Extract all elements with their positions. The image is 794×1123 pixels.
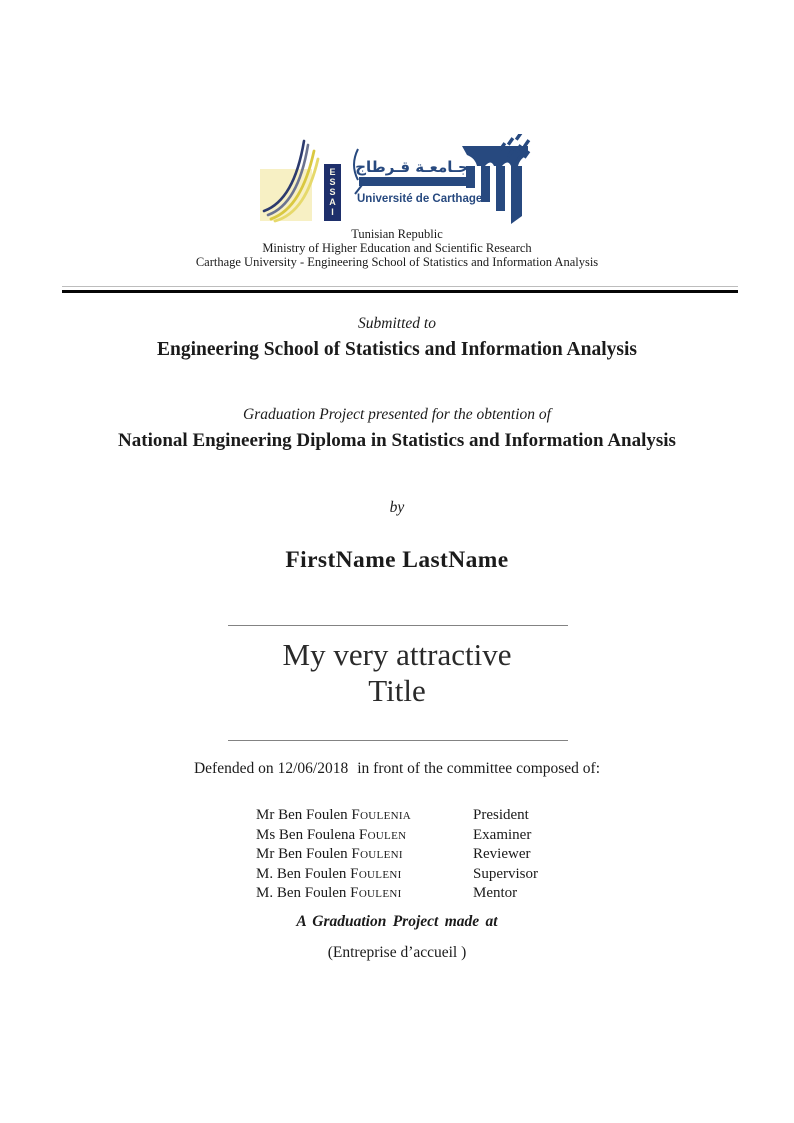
committee-member-role: Reviewer [473,846,531,863]
logo-row [0,133,794,227]
divider-thick-line [62,290,738,293]
essai-school-logo-icon [260,137,345,223]
header-divider-rule [62,286,738,293]
committee-member-role: Examiner [473,826,532,843]
committee-row [256,806,538,826]
committee-row [256,884,538,904]
essai-letter: I [331,207,334,217]
institution-block [0,227,794,269]
member-given-name: M. Ben Foulen [256,885,347,902]
diploma-name: National Engineering Diploma in Statistics and Information Analysis [118,430,676,451]
essai-letter: E [329,167,336,177]
member-surname: Foulenia [351,807,412,823]
committee-row [256,826,538,846]
carthage-name-french: Université de Carthage [357,193,483,205]
committee-table [256,806,538,904]
committee-member-name [256,884,473,904]
submitted-to-label: Submitted to [358,315,436,332]
committee-member-role: Supervisor [473,865,538,882]
republic-line: Tunisian Republic [351,227,443,241]
defense-line [0,760,794,778]
carthage-university-logo-icon [349,134,534,227]
member-surname: Foulen [358,826,407,843]
committee-member-name [256,845,473,865]
author-name: FirstName LastName [285,547,509,573]
member-given-name: Mr Ben Foulen [256,846,348,863]
member-surname: Fouleni [351,846,403,863]
member-surname: Fouleni [350,885,402,902]
university-school-line: Carthage University - Engineering School of Statistics and Information Analysis [195,255,599,269]
defense-date: 12/06/2018 [277,760,349,777]
ministry-line: Ministry of Higher Education and Scientific Research [262,241,532,255]
document-title [0,637,794,709]
school-name: Engineering School of Statistics and Information Analysis [157,339,637,360]
committee-member-role: Mentor [473,885,518,902]
member-given-name: M. Ben Foulen [256,865,347,882]
made-at-label: A Graduation Project made at [296,913,498,930]
carthage-name-arabic: جـامعـة قـرطاج [355,158,469,176]
member-given-name: Mr Ben Foulen [256,807,348,823]
committee-member-name [256,806,473,826]
document-title-line1: My very attractive [282,637,512,672]
by-label: by [389,499,405,516]
committee-member-name [256,826,473,846]
member-surname: Fouleni [350,865,402,882]
title-rule-top [228,625,568,626]
divider-thin-line [62,286,738,287]
member-given-name: Ms Ben Foulena [256,826,356,843]
essai-letter: S [329,177,336,187]
defense-suffix: in front of the committee composed of: [357,760,601,777]
title-rule-bottom [228,740,568,741]
purpose-label: Graduation Project presented for the obtention of [243,406,551,423]
essai-letter: S [329,187,336,197]
committee-member-role: President [473,807,529,823]
defense-prefix: Defended on [193,760,274,777]
committee-row [256,845,538,865]
essai-letter: A [329,197,336,207]
committee-row [256,865,538,885]
host-company: (Entreprise d’accueil ) [327,944,467,961]
carthage-column-icon [359,134,530,224]
document-title-line2: Title [368,673,426,708]
committee-member-name [256,865,473,885]
